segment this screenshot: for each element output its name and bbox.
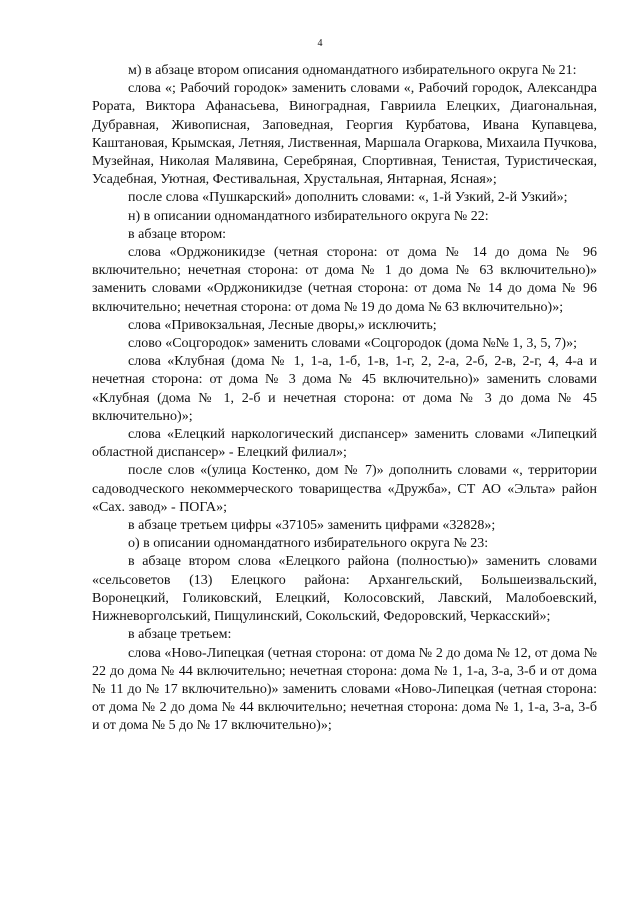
paragraph: в абзаце третьем цифры «37105» заменить цифрами «32828»; [128,518,496,534]
paragraph: в абзаце втором слова «Елецкого района (полностью)» заменить словами «сельсоветов (13) Елецкого района: Архангельский, Большеизвальский, Воронецкий, Голиковский, Елецкий, Колосовский, Лавский, Малобоевский, Нижневорголський, Пищулинский, Сокольский, Федоровский, Черкасский»; [92,554,597,625]
paragraph: после слова «Пушкарский» дополнить словами: «, 1-й Узкий, 2-й Узкий»; [128,190,568,206]
paragraph: слова «; Рабочий городок» заменить словами «, Рабочий городок, Александра Рората, Виктора Афанасьева, Виноградная, Гавриила Елецких, Диагональная, Дубравная, Живописная, Заповедная, Георгия Курбатова, Ивана Купавцева, Каштановая, Крымская, Летняя, Лиственная, Маршала Огаркова, Михаила Пучкова, Музейная, Николая Малявина, Серебряная, Спортивная, Тенистая, Туристическая, Усадебная, Уютная, Фестивальная, Хрустальная, Янтарная, Ясная»; [92,81,597,188]
paragraph: м) в абзаце втором описания одномандатного избирательного округа № 21: [128,63,577,78]
page-number: 4 [317,38,323,49]
paragraph: слова «Клубная (дома № 1, 1-а, 1-б, 1-в, 1-г, 2, 2-а, 2-б, 2-в, 2-г, 4, 4-а и нечетная сторона: от дома № 3 дома № 45 включительно)» заменить словами «Клубная (дома № 1, 2-б и нечетная сторона: от дома № 3 до дома № 45 включительно)»; [92,354,597,424]
paragraph: в абзаце третьем: [128,627,232,643]
paragraph: слово «Соцгородок» заменить словами «Соцгородок (дома №№ 1, 3, 5, 7)»; [128,336,577,352]
paragraph: в абзаце втором: [128,226,227,242]
paragraph: о) в описании одномандатного избирательного округа № 23: [128,536,489,552]
paragraph: слова «Ново-Липецкая (четная сторона: от дома № 2 до дома № 12, от дома № 22 до дома № 44 включительно; нечетная сторона: дома № 1, 1-а, 3-а, 3-б и от дома № 11 до № 17 включительно)» заменить словами «Ново-Липецкая (четная сторона: от дома № 2 до дома № 44 включительно; нечетная сторона: дома № 1, 1-а, 3-а, 3-б и от дома № 5 до № 17 включительно)»; [92,645,597,734]
paragraph: слова «Привокзальная, Лесные дворы,» исключить; [128,317,437,333]
paragraph: н) в описании одномандатного избирательного округа № 22: [128,208,489,224]
paragraph: после слов «(улица Костенко, дом № 7)» дополнить словами «, территории садоводческого некоммерческого товарищества «Дружба», СТ АО «Эльта» район «Сах. завод» - ПОГА»; [92,463,597,515]
document-body [92,62,597,736]
paragraph: слова «Елецкий наркологический диспансер» заменить словами «Липецкий областной диспансер» - Елецкий филиал»; [92,427,597,461]
paragraph: слова «Орджоникидзе (четная сторона: от дома № 14 до дома № 96 включительно; нечетная сторона: от дома № 1 до дома № 63 включительно)» заменить словами «Орджоникидзе (четная сторона: от дома № 14 до дома № 96 включительно; нечетная сторона: от дома № 19 до дома № 63 включительно)»; [92,245,597,315]
